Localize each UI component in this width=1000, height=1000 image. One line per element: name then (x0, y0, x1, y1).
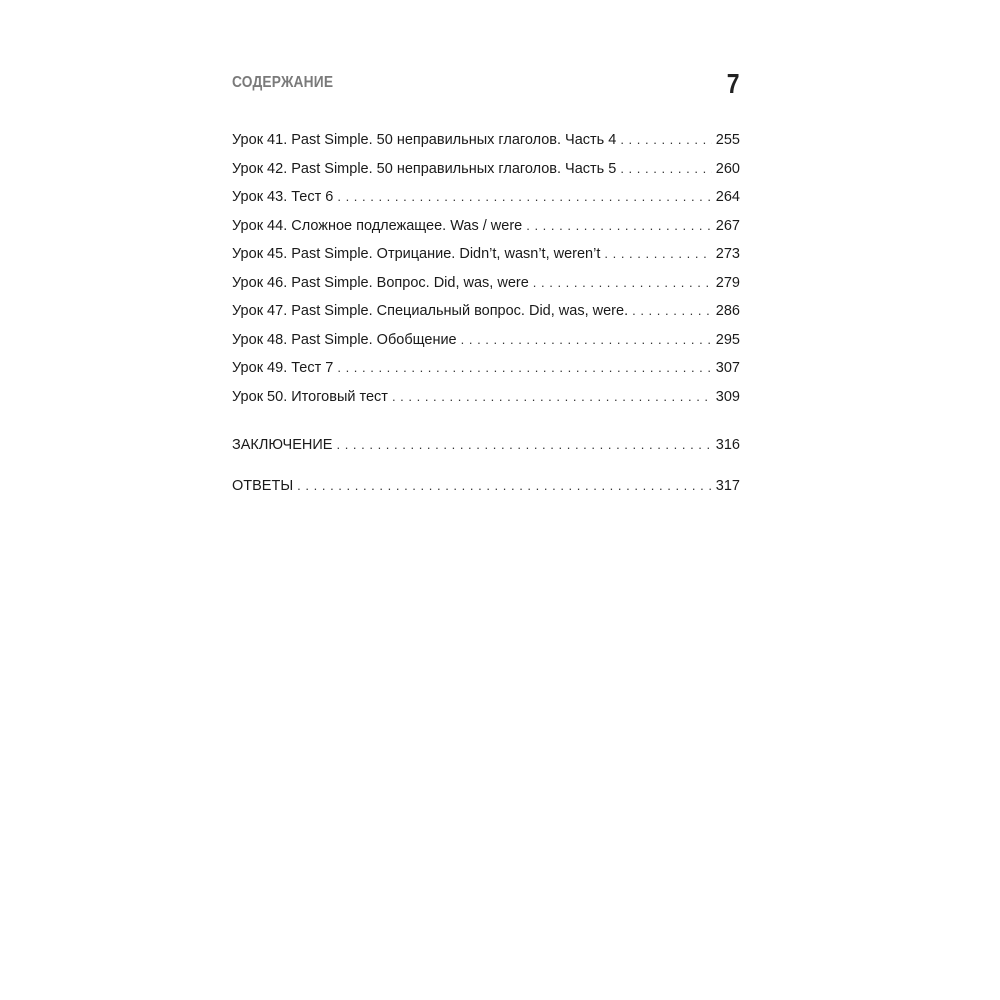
toc-entry-lesson-45[interactable] (232, 240, 740, 269)
toc-entry-title: Урок 45. Past Simple. Отрицание. Didn’t, wasn’t, weren’t (232, 246, 601, 262)
toc-entry-page: 279 (715, 274, 740, 291)
section-title: СОДЕРЖАНИЕ (232, 74, 334, 91)
toc-entry-page: 255 (715, 132, 740, 148)
toc-entry-page: 309 (715, 388, 740, 405)
dot-leader (620, 126, 711, 155)
toc-entry-page: 273 (715, 246, 740, 262)
toc-entry-page: 316 (715, 437, 740, 453)
toc-entry-lesson-42[interactable] (232, 155, 740, 184)
toc-entry-answers[interactable] (232, 472, 740, 501)
dot-leader (632, 297, 712, 326)
toc-entry-lesson-49[interactable] (232, 354, 740, 383)
toc-entry-lesson-50[interactable] (232, 383, 740, 412)
dot-leader (533, 269, 712, 298)
toc-entry-page: 267 (715, 217, 740, 234)
toc-entry-page: 307 (715, 360, 740, 376)
toc-entry-title: Урок 49. Тест 7 (232, 360, 334, 376)
dot-leader (461, 326, 712, 355)
page-number: 7 (727, 68, 740, 99)
running-head (232, 70, 740, 102)
table-of-contents (232, 126, 740, 500)
toc-entry-conclusion[interactable] (232, 431, 740, 460)
dot-leader (337, 354, 711, 383)
dot-leader (620, 155, 711, 184)
toc-entry-lesson-47[interactable] (232, 297, 740, 326)
dot-leader (337, 183, 711, 212)
toc-entry-title: Урок 41. Past Simple. 50 неправильных глаголов. Часть 4 (232, 132, 617, 148)
dot-leader (392, 383, 712, 412)
toc-entry-lesson-43[interactable] (232, 183, 740, 212)
toc-entry-title: Урок 47. Past Simple. Специальный вопрос. Did, was, were. (232, 303, 629, 319)
toc-entry-title: Урок 48. Past Simple. Обобщение (232, 331, 457, 348)
toc-entry-lesson-41[interactable] (232, 126, 740, 155)
toc-entry-title: ЗАКЛЮЧЕНИЕ (232, 437, 333, 453)
dot-leader (336, 431, 711, 460)
dot-leader (297, 472, 712, 501)
toc-entry-page: 317 (715, 477, 740, 494)
toc-entry-title: Урок 46. Past Simple. Вопрос. Did, was, were (232, 274, 529, 291)
toc-entry-title: Урок 42. Past Simple. 50 неправильных глаголов. Часть 5 (232, 160, 617, 177)
toc-entry-page: 260 (715, 160, 740, 177)
toc-entry-title: Урок 44. Сложное подлежащее. Was / were (232, 217, 523, 234)
toc-entry-title: Урок 50. Итоговый тест (232, 388, 388, 405)
dot-leader (526, 212, 712, 241)
toc-entry-lesson-44[interactable] (232, 212, 740, 241)
toc-entry-page: 295 (715, 331, 740, 348)
toc-entry-lesson-46[interactable] (232, 269, 740, 298)
toc-entry-page: 264 (715, 189, 740, 205)
toc-entry-page: 286 (715, 303, 740, 319)
dot-leader (604, 240, 711, 269)
toc-entry-title: ОТВЕТЫ (232, 477, 294, 494)
toc-entry-lesson-48[interactable] (232, 326, 740, 355)
toc-entry-title: Урок 43. Тест 6 (232, 189, 334, 205)
